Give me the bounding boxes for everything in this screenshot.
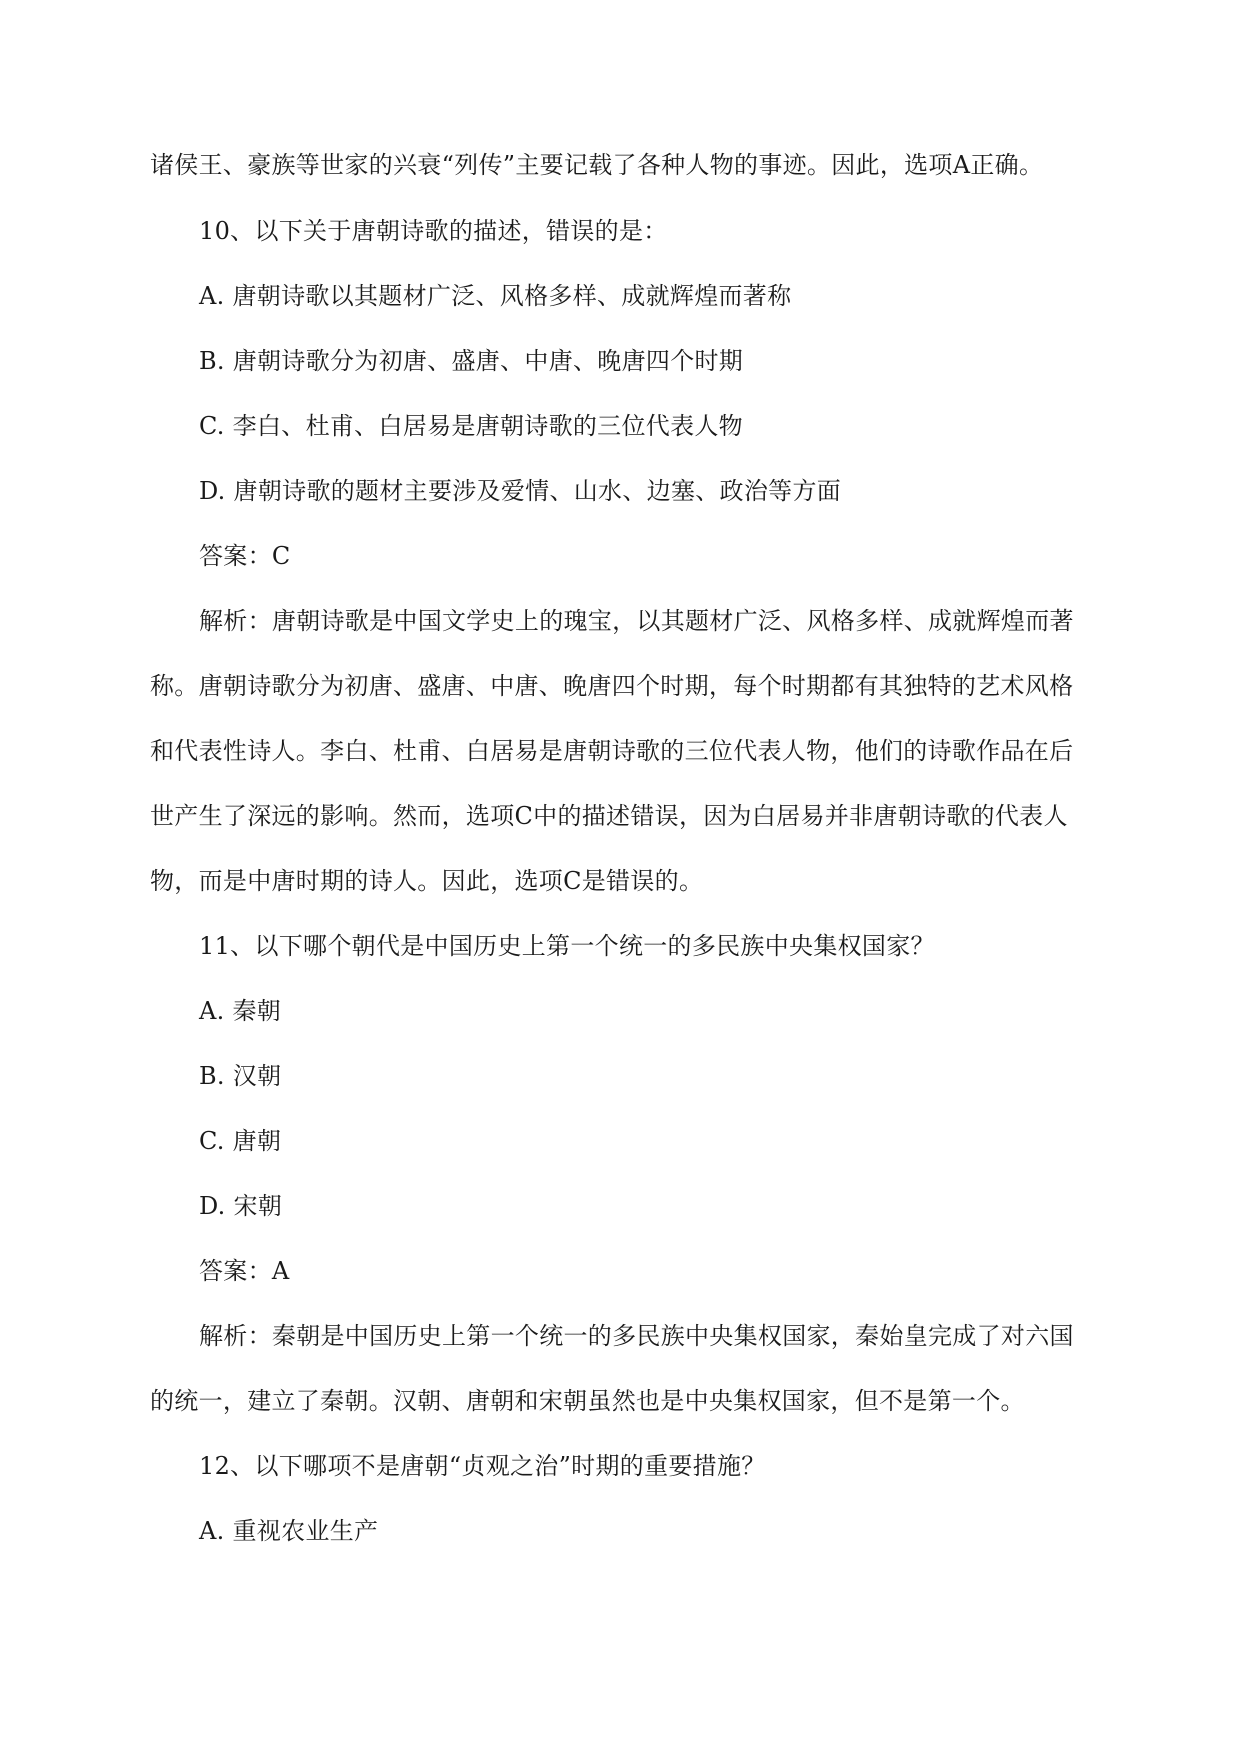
q12-option-a: A. 重视农业生产 [199, 1517, 379, 1545]
q10-option-d: D. 唐朝诗歌的题材主要涉及爱情、山水、边塞、政治等方面 [199, 477, 842, 505]
q11-answer: 答案：A [199, 1257, 290, 1285]
q10-option-c: C. 李白、杜甫、白居易是唐朝诗歌的三位代表人物 [199, 412, 743, 440]
question-10: 10、以下关于唐朝诗歌的描述，错误的是： [199, 217, 668, 245]
q11-explanation-line: 的统一，建立了秦朝。汉朝、唐朝和宋朝虽然也是中央集权国家，但不是第一个。 [150, 1387, 1025, 1415]
q10-explanation-line: 世产生了深远的影响。然而，选项C中的描述错误，因为白居易并非唐朝诗歌的代表人 [150, 802, 1068, 830]
q10-explanation-line: 物，而是中唐时期的诗人。因此，选项C是错误的。 [150, 867, 704, 895]
q10-explanation-line: 和代表性诗人。李白、杜甫、白居易是唐朝诗歌的三位代表人物，他们的诗歌作品在后 [150, 737, 1074, 765]
q11-option-d: D. 宋朝 [199, 1192, 283, 1220]
q11-explanation-line: 解析：秦朝是中国历史上第一个统一的多民族中央集权国家，秦始皇完成了对六国 [199, 1322, 1074, 1350]
q10-explanation-line: 称。唐朝诗歌分为初唐、盛唐、中唐、晚唐四个时期，每个时期都有其独特的艺术风格 [150, 672, 1074, 700]
q10-option-b: B. 唐朝诗歌分为初唐、盛唐、中唐、晚唐四个时期 [199, 347, 744, 375]
question-12: 12、以下哪项不是唐朝“贞观之治”时期的重要措施？ [199, 1452, 766, 1480]
q11-option-b: B. 汉朝 [199, 1062, 282, 1090]
q10-answer: 答案：C [199, 542, 291, 570]
q11-option-c: C. 唐朝 [199, 1127, 282, 1155]
q11-option-a: A. 秦朝 [199, 997, 282, 1025]
continuation-text: 诸侯王、豪族等世家的兴衰“列传”主要记载了各种人物的事迹。因此，选项A正确。 [150, 151, 1044, 179]
q10-explanation-line: 解析：唐朝诗歌是中国文学史上的瑰宝，以其题材广泛、风格多样、成就辉煌而著 [199, 607, 1074, 635]
question-11: 11、以下哪个朝代是中国历史上第一个统一的多民族中央集权国家？ [199, 932, 935, 960]
q10-option-a: A. 唐朝诗歌以其题材广泛、风格多样、成就辉煌而著称 [199, 282, 792, 310]
